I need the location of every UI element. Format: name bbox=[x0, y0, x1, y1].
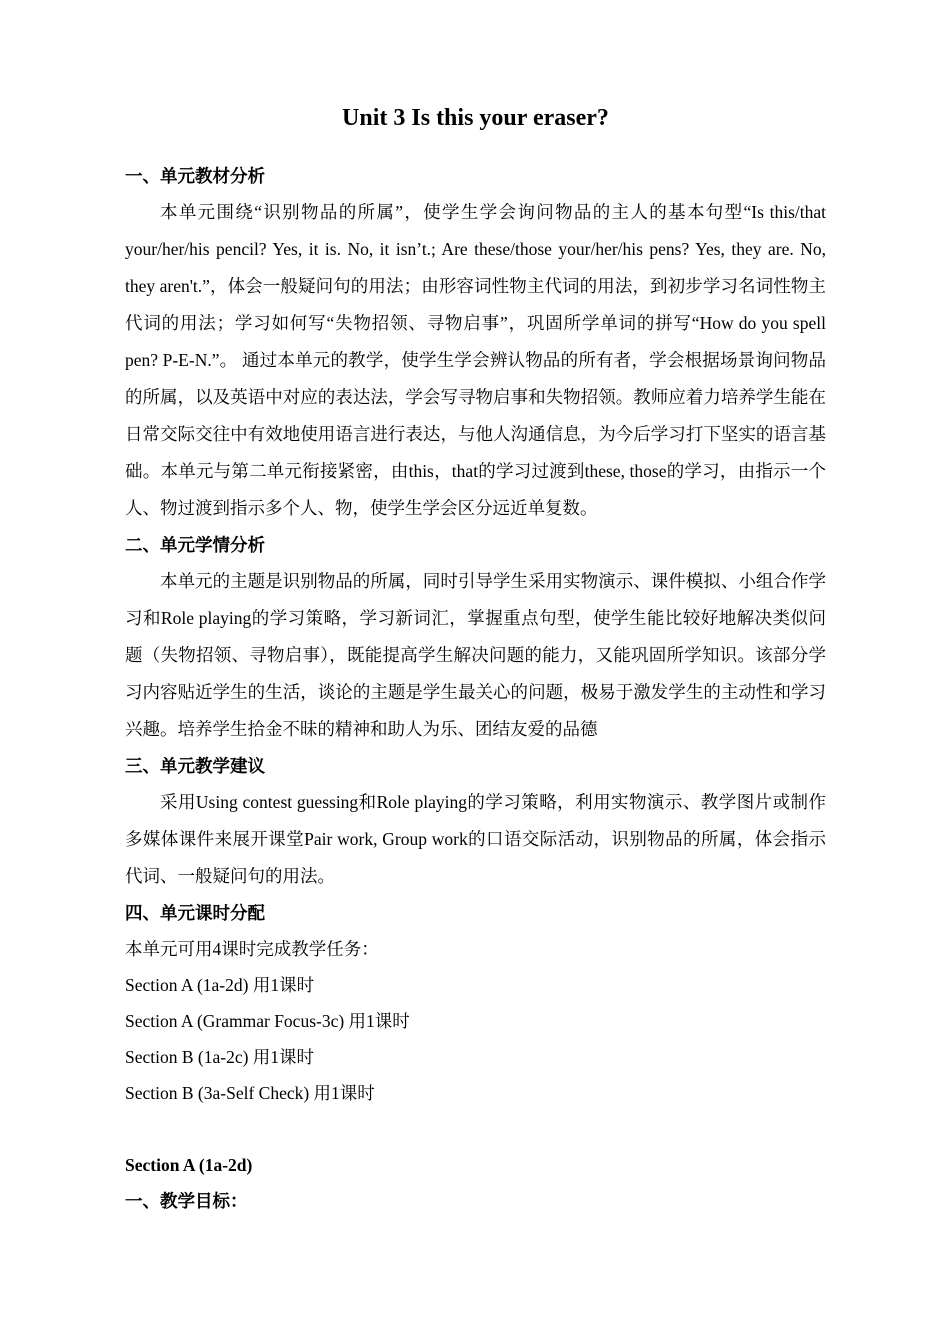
section-heading-suggestions: 三、单元教学建议 bbox=[125, 756, 265, 776]
document-title: Unit 3 Is this your eraser? bbox=[342, 105, 609, 131]
document-page bbox=[125, 100, 826, 1219]
allocation-item: Section B (1a-2c) 用1课时 bbox=[125, 1047, 315, 1067]
section-heading-analysis: 一、单元教材分析 bbox=[125, 166, 265, 186]
allocation-item: Section A (Grammar Focus-3c) 用1课时 bbox=[125, 1011, 410, 1031]
blank-line bbox=[125, 1111, 826, 1147]
allocation-intro: 本单元可用4课时完成教学任务： bbox=[125, 939, 379, 959]
lesson-heading: Section A (1a-2d) bbox=[125, 1155, 253, 1175]
section-heading-students: 二、单元学情分析 bbox=[125, 535, 265, 555]
allocation-item: Section B (3a-Self Check) 用1课时 bbox=[125, 1083, 375, 1103]
paragraph-suggestions: 采用Using contest guessing和Role playing的学习策略，利用实物演示、教学图片或制作多媒体课件来展开课堂Pair work, Group work的口语交际活动，识别物品的所属，体会指示代词、一般疑问句的用法。 bbox=[125, 792, 826, 886]
paragraph-students: 本单元的主题是识别物品的所属，同时引导学生采用实物演示、课件模拟、小组合作学习和Role playing的学习策略，学习新词汇，掌握重点句型，使学生能比较好地解决类似问题（失物招领、寻物启事），既能提高学生解决问题的能力，又能巩固所学知识。该部分学习内容贴近学生的生活，谈论的主题是学生最关心的问题，极易于激发学生的主动性和学习兴趣。培养学生拾金不昧的精神和助人为乐、团结友爱的品德 bbox=[125, 571, 826, 739]
allocation-item: Section A (1a-2d) 用1课时 bbox=[125, 975, 315, 995]
paragraph-analysis: 本单元围绕“识别物品的所属”，使学生学会询问物品的主人的基本句型“Is this/that your/her/his pencil? Yes, it is. No, it isn’t.; Are these/those your/her/his pens? Yes, they are. No, they aren't.”，体会一般疑问句的用法；由形容词性物主代词的用法，到初步学习名词性物主代词的用法；学习如何写“失物招领、寻物启事”，巩固所学单词的拼写“How do you spell pen? P-E-N.”。 通过本单元的教学，使学生学会辨认物品的所有者，学会根据场景询问物品的所属，以及英语中对应的表达法，学会写寻物启事和失物招领。教师应着力培养学生能在日常交际交往中有效地使用语言进行表达，与他人沟通信息，为今后学习打下坚实的语言基础。本单元与第二单元衔接紧密，由this，that的学习过渡到these, those的学习，由指示一个人、物过渡到指示多个人、物，使学生学会区分远近单复数。 bbox=[125, 202, 826, 518]
teaching-goals-heading: 一、教学目标： bbox=[125, 1191, 248, 1211]
section-heading-allocation: 四、单元课时分配 bbox=[125, 903, 265, 923]
